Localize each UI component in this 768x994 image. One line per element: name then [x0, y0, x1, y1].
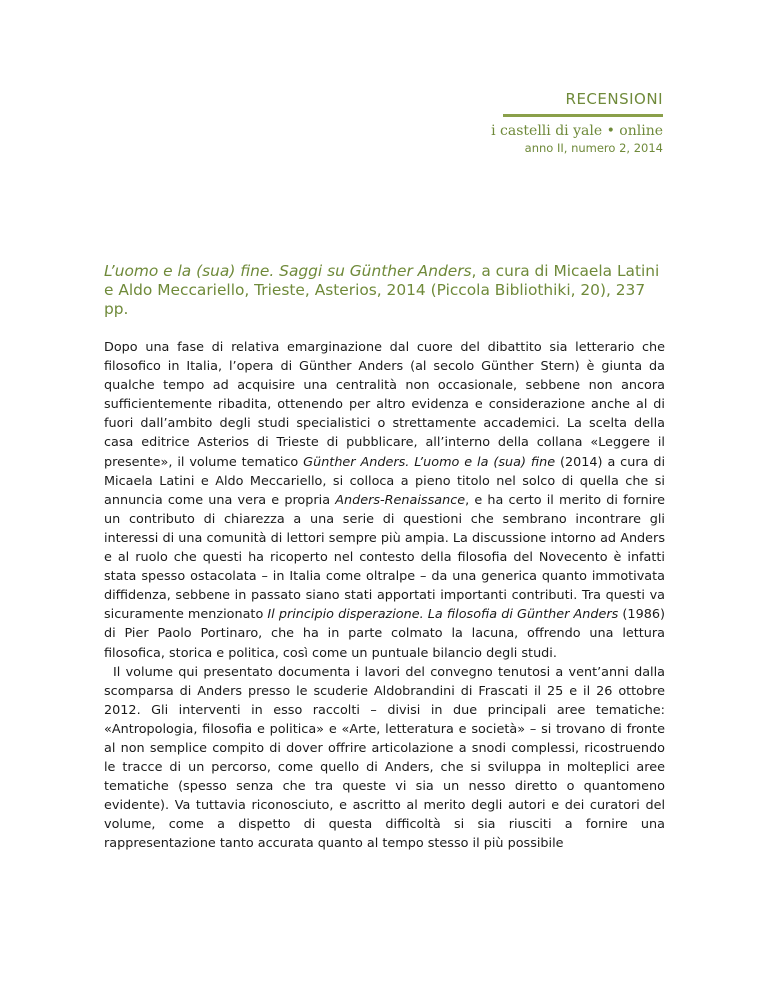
journal-suffix: online — [619, 123, 663, 139]
issue-info: anno II, numero 2, 2014 — [524, 141, 663, 155]
text-segment: Dopo una fase di relativa emarginazione dal cuore del dibattito sia letterario che filosofico in Italia, l’opera di Günther Anders (al secolo Günther Stern) è giunta da qualche tempo ad acquisire una centralità non occasionale, sebbene non ancora sufficientemente ribadita, ottenendo per altro evidenza e considerazione anche al di fuori dall’ambito degli studi specialistici o strettamente accademici. La scelta della casa editrice Asterios di Trieste di pubblicare, all’interno della collana «Leggere il presente», il volume tematico — [104, 340, 665, 470]
journal-title — [491, 123, 663, 139]
paragraph-2: Il volume qui presentato documenta i lavori del convegno tenutosi a vent’anni dalla scomparsa di Anders presso le scuderie Aldobrandini di Frascati il 25 e il 26 ottobre 2012. Gli interventi in esso raccolti – divisi in due principali aree tematiche: «Antropologia, filosofia e politica» e «Arte, letteratura e società» – si trovano di fronte al non semplice compito di dover offrire articolazione a snodi complessi, ricostruendo le tracce di un percorso, come quello di Anders, che si sviluppa in molteplici aree tematiche (spesso senza che tra queste vi sia un nesso diretto o quantomeno evidente). Va tuttavia riconosciuto, e ascritto al merito degli autori e dei curatori del volume, come a dispetto di questa difficoltà si sia riusciti a fornire una rappresentazione tanto accurata quanto al tempo stesso il più possibile — [104, 664, 665, 852]
text-segment: , e ha certo il merito di fornire un contributo di chiarezza a una serie di questioni che sembrano incontrare gli interessi di una comunità di lettori sempre più ampia. La discussione intorno ad Anders e al ruolo che questi ha ricoperto nel contesto della filosofia del Novecento è infatti stata spesso ostacolata – in Italia come oltralpe – da una generica quanto immotivata diffidenza, sebbene in passato siano stati apportati importanti contributi. Tra questi va sicuramente menzionato — [104, 492, 665, 623]
journal-name: i castelli di yale — [491, 123, 603, 139]
italic-term: Anders-Renaissance — [335, 492, 466, 508]
paragraph-1 — [104, 338, 665, 663]
header-rule — [503, 114, 663, 117]
text-segment: (1986) di Pier Paolo Portinaro, che ha in parte colmato la lacuna, offrendo una lettura filosofica, storica e politica, così come un puntuale bilancio degli studi. — [104, 607, 665, 661]
book-details: , a cura di Micaela Latini e Aldo Meccariello, Trieste, Asterios, 2014 (Piccola Bibliothiki, 20), 237 pp. — [104, 262, 660, 318]
page-header — [491, 90, 663, 155]
book-citation — [104, 262, 664, 319]
journal-bullet: • — [606, 123, 615, 139]
review-body — [104, 338, 665, 854]
text-segment: (2014) a cura di Micaela Latini e Aldo Meccariello, si colloca a pieno titolo nel solco di quella che si annuncia come una vera e propria — [104, 454, 666, 508]
italic-title: Il principio disperazione. La filosofia di Günther Anders — [267, 607, 619, 623]
book-title: L’uomo e la (sua) fine. Saggi su Günther Anders — [104, 262, 472, 280]
italic-title: Günther Anders. L’uomo e la (sua) fine — [303, 454, 556, 470]
section-label: RECENSIONI — [565, 90, 663, 108]
